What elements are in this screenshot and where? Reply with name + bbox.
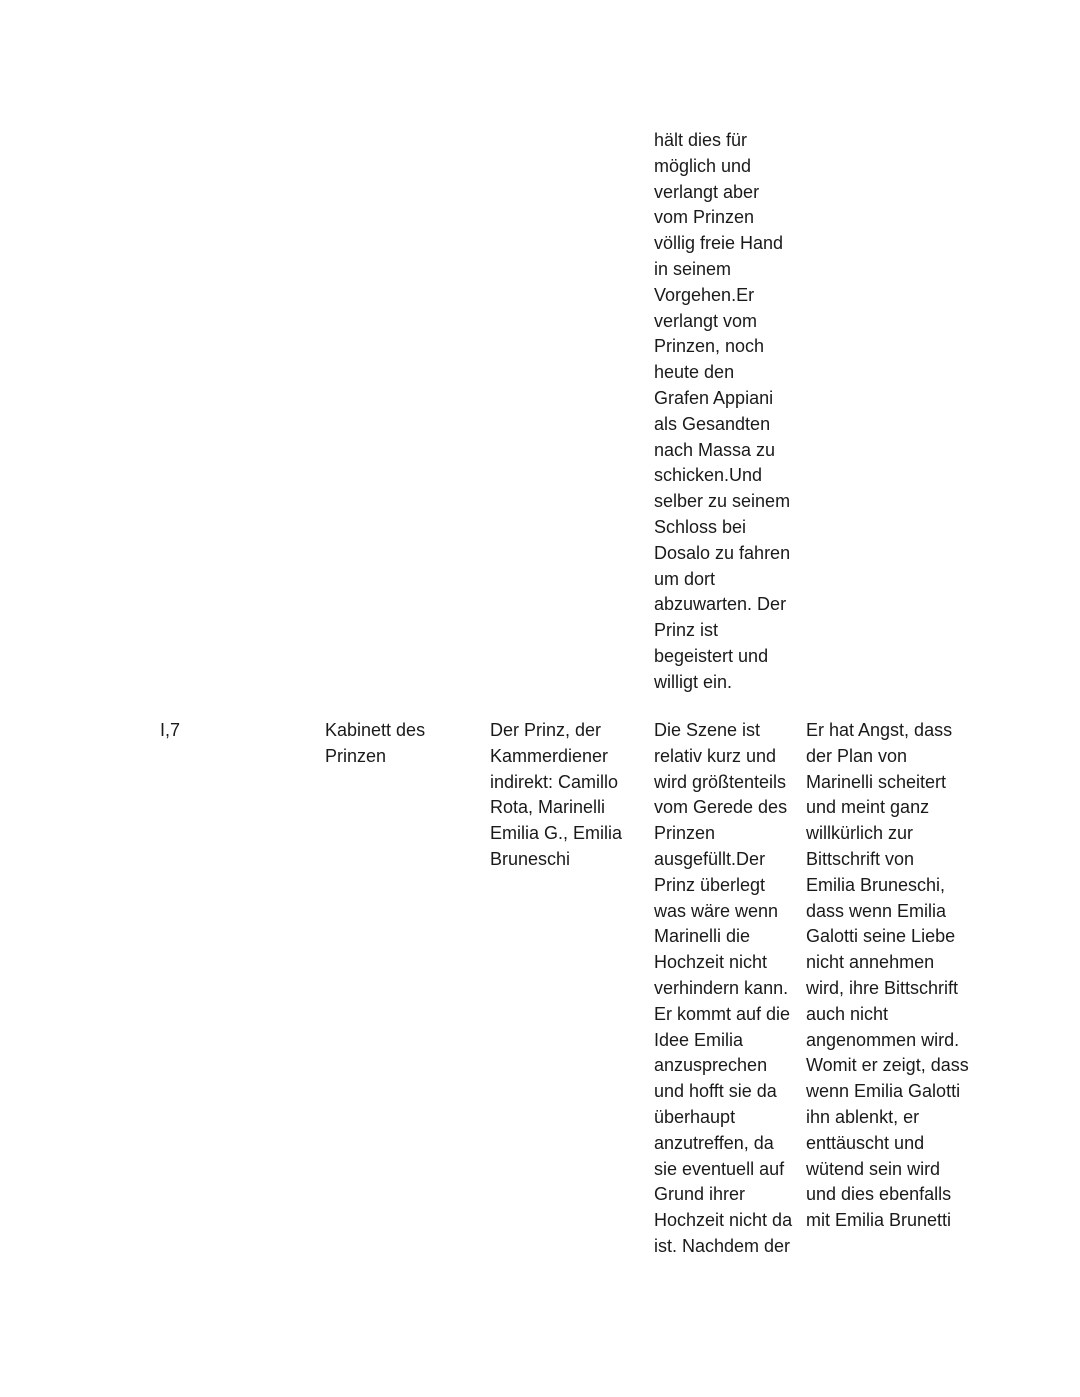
text-line: und meint ganz [806,797,930,818]
text-line: ihn ablenkt, er [806,1106,920,1127]
text-line: selber zu seinem [654,491,791,512]
text-line: Prinzen, noch [654,336,765,357]
text-line: völlig freie Hand [654,233,784,254]
text-line: willkürlich zur [806,823,914,844]
text-line: angenommen wird. [806,1029,960,1050]
text-line: Emilia Bruneschi, [806,874,946,895]
place-cell [325,718,425,770]
text-line: vom Gerede des [654,797,788,818]
text-line: abzuwarten. Der [654,594,787,615]
text-line: sie eventuell auf [654,1158,785,1179]
text-line: Bittschrift von [806,848,915,869]
text-line: nicht annehmen [806,952,935,973]
text-line: schicken.Und [654,465,763,486]
text-line: Der Prinz, der [490,720,602,740]
text-line: und hofft sie da [654,1081,777,1102]
text-line: verlangt vom [654,310,758,331]
text-line: Prinz überlegt [654,874,766,895]
scene-number: I,7 [160,720,181,740]
text-line: hält dies für [654,130,748,150]
text-line: anzusprechen [654,1055,768,1076]
text-line: Prinzen [654,823,716,844]
text-line: Kammerdiener [490,745,609,766]
text-line: wütend sein wird [806,1158,941,1179]
text-line: Die Szene ist [654,720,761,740]
text-line: vom Prinzen [654,207,755,228]
text-line: ist. Nachdem der [654,1235,791,1256]
text-line: dass wenn Emilia [806,900,947,921]
text-line: wird größtenteils [654,771,787,792]
persons-cell [490,718,622,873]
text-line: Er kommt auf die [654,1003,791,1024]
text-line: in seinem [654,258,732,279]
text-line: Hochzeit nicht da [654,1210,793,1231]
text-line: willigt ein. [654,671,733,692]
text-line: Dosalo zu fahren [654,542,791,563]
text-line: überhaupt [654,1106,736,1127]
text-line: Prinz ist [654,620,719,641]
text-line: Marinelli die [654,926,751,947]
text-line: nach Massa zu [654,439,776,460]
text-line: ausgefüllt.Der [654,848,766,869]
text-line: Womit er zeigt, dass [806,1055,969,1076]
text-line: Grund ihrer [654,1184,746,1205]
scene-number-cell [160,718,180,744]
text-line: Kabinett des [325,720,426,740]
content-cell [654,718,792,1260]
text-line: enttäuscht und [806,1132,925,1153]
text-line: Grafen Appiani [654,387,774,408]
continued-analysis-cell [654,128,790,696]
text-line: möglich und [654,155,752,176]
text-line: anzutreffen, da [654,1132,774,1153]
text-line: als Gesandten [654,413,771,434]
text-line: Galotti seine Liebe [806,926,956,947]
text-line: wenn Emilia Galotti [806,1081,961,1102]
text-line: verhindern kann. [654,977,789,998]
text-line: Idee Emilia [654,1029,744,1050]
text-line: Hochzeit nicht [654,952,768,973]
text-line: Prinzen [325,745,387,766]
text-line: Vorgehen.Er [654,284,755,305]
text-line: um dort [654,568,716,589]
text-line: auch nicht [806,1003,889,1024]
text-line: begeistert und [654,645,769,666]
text-line: Emilia G., Emilia [490,823,623,844]
text-line: wird, ihre Bittschrift [806,977,959,998]
text-line: und dies ebenfalls [806,1184,952,1205]
text-line: indirekt: Camillo [490,771,619,792]
text-line: Rota, Marinelli [490,797,606,818]
text-line: relativ kurz und [654,745,777,766]
analysis-cell [806,718,969,1234]
text-line: der Plan von [806,745,908,766]
text-line: mit Emilia Brunetti [806,1210,952,1231]
text-line: Er hat Angst, dass [806,720,953,740]
text-line: Schloss bei [654,516,747,537]
text-line: was wäre wenn [654,900,779,921]
text-line: Bruneschi [490,848,571,869]
text-line: heute den [654,362,735,383]
text-line: Marinelli scheitert [806,771,947,792]
text-line: verlangt aber [654,181,760,202]
